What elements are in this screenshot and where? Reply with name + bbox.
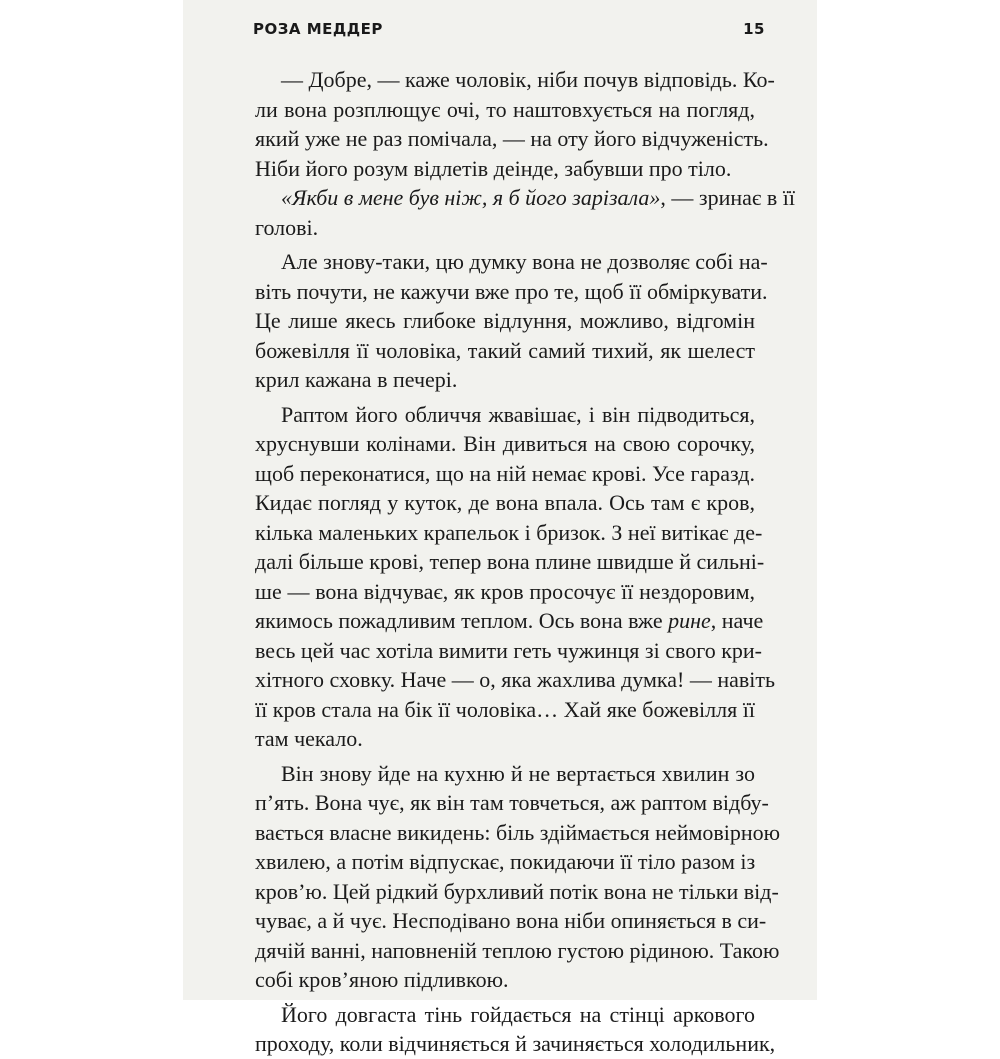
page-number: 15 bbox=[743, 20, 765, 38]
text-line: віть почути, не кажучи вже про те, щоб її обміркувати. bbox=[255, 278, 768, 304]
text-line: її кров стала на бік її чоловіка… Хай яке божевілля її bbox=[255, 696, 755, 722]
text-line: весь цей час хотіла вимити геть чужинця зі свого кри- bbox=[255, 637, 762, 663]
running-head bbox=[253, 14, 765, 44]
paragraph bbox=[255, 65, 775, 183]
text-line: проходу, коли відчиняється й зачиняється холодильник, bbox=[255, 1031, 776, 1056]
text-line: Кидає погляд у куток, де вона впала. Ось там є кров, bbox=[255, 490, 755, 515]
text-line: Ніби його розум відлетів деінде, забувши про тіло. bbox=[255, 155, 732, 181]
text-line: ше — вона відчуває, як кров просочує її нездоровим, bbox=[255, 578, 755, 604]
text-line: п’ять. Вона чує, як він там товчеться, аж раптом відбу- bbox=[255, 790, 769, 815]
text-line: Це лише якесь глибоке відлуння, можливо, відгомін bbox=[255, 308, 755, 333]
italic-word: рине bbox=[668, 608, 711, 633]
text-line: там чекало. bbox=[255, 726, 363, 751]
text-line: ли вона розплющує очі, то наштовхується на погляд, bbox=[255, 96, 755, 122]
text-line: собі кров’яною підливкою. bbox=[255, 967, 509, 992]
text-line: Але знову-таки, цю думку вона не дозволяє собі на- bbox=[281, 249, 768, 274]
text-line: хвилею, а потім відпускає, покидаючи її тіло разом із bbox=[255, 849, 756, 874]
text-fragment: , — зринає в її bbox=[660, 185, 795, 210]
italic-quote: «Якби в мене був ніж, я б його зарізала» bbox=[281, 185, 661, 210]
text-line: вається власне викидень: біль здіймається неймовірною bbox=[255, 819, 781, 845]
text-line bbox=[255, 183, 795, 213]
paragraph bbox=[255, 606, 776, 754]
text-line: кілька маленьких крапельок і бризок. З неї витікає де- bbox=[255, 519, 763, 545]
text-fragment: якимось пожадливим теплом. Ось вона вже bbox=[255, 608, 669, 633]
text-line: чуває, а й чує. Несподівано вона ніби опиняється в си- bbox=[255, 908, 767, 933]
text-line: Його довгаста тінь гойдається на стінці аркового bbox=[281, 1001, 755, 1027]
book-page bbox=[183, 0, 817, 1056]
body-text bbox=[255, 65, 795, 1059]
text-line bbox=[255, 606, 764, 636]
text-line: хітного сховку. Наче — о, яка жахлива думка! — навіть bbox=[255, 667, 776, 692]
text-line: хруснувши колінами. Він дивиться на свою сорочку, bbox=[255, 431, 755, 456]
paragraph bbox=[255, 247, 768, 395]
text-fragment: , наче bbox=[710, 608, 764, 633]
text-line: кров’ю. Цей рідкий бурхливий потік вона не тільки від- bbox=[255, 878, 779, 904]
paragraph bbox=[255, 400, 765, 607]
paragraph bbox=[255, 183, 795, 242]
text-line: який уже не раз помічала, — на оту його відчуженість. bbox=[255, 126, 769, 151]
paragraph bbox=[255, 1000, 776, 1059]
text-line: щоб переконатися, що на ній немає крові. Усе гаразд. bbox=[255, 460, 755, 486]
text-line: божевілля її чоловіка, такий самий тихий, як шелест bbox=[255, 337, 755, 363]
text-line: далі більше крові, тепер вона плине швидше й сильні- bbox=[255, 549, 765, 574]
author-name: РОЗА МЕДДЕР bbox=[253, 20, 383, 38]
text-line: крил кажана в печері. bbox=[255, 367, 458, 392]
text-line: дячій ванні, наповненій теплою густою рідиною. Такою bbox=[255, 937, 780, 963]
paragraph bbox=[255, 759, 781, 995]
text-line: Він знову йде на кухню й не вертається хвилин зо bbox=[281, 760, 755, 786]
text-line: Раптом його обличчя жвавішає, і він підводиться, bbox=[281, 401, 755, 427]
text-line: голові. bbox=[255, 214, 319, 240]
text-line: — Добре, — каже чоловік, ніби почув відповідь. Ко- bbox=[281, 67, 775, 92]
